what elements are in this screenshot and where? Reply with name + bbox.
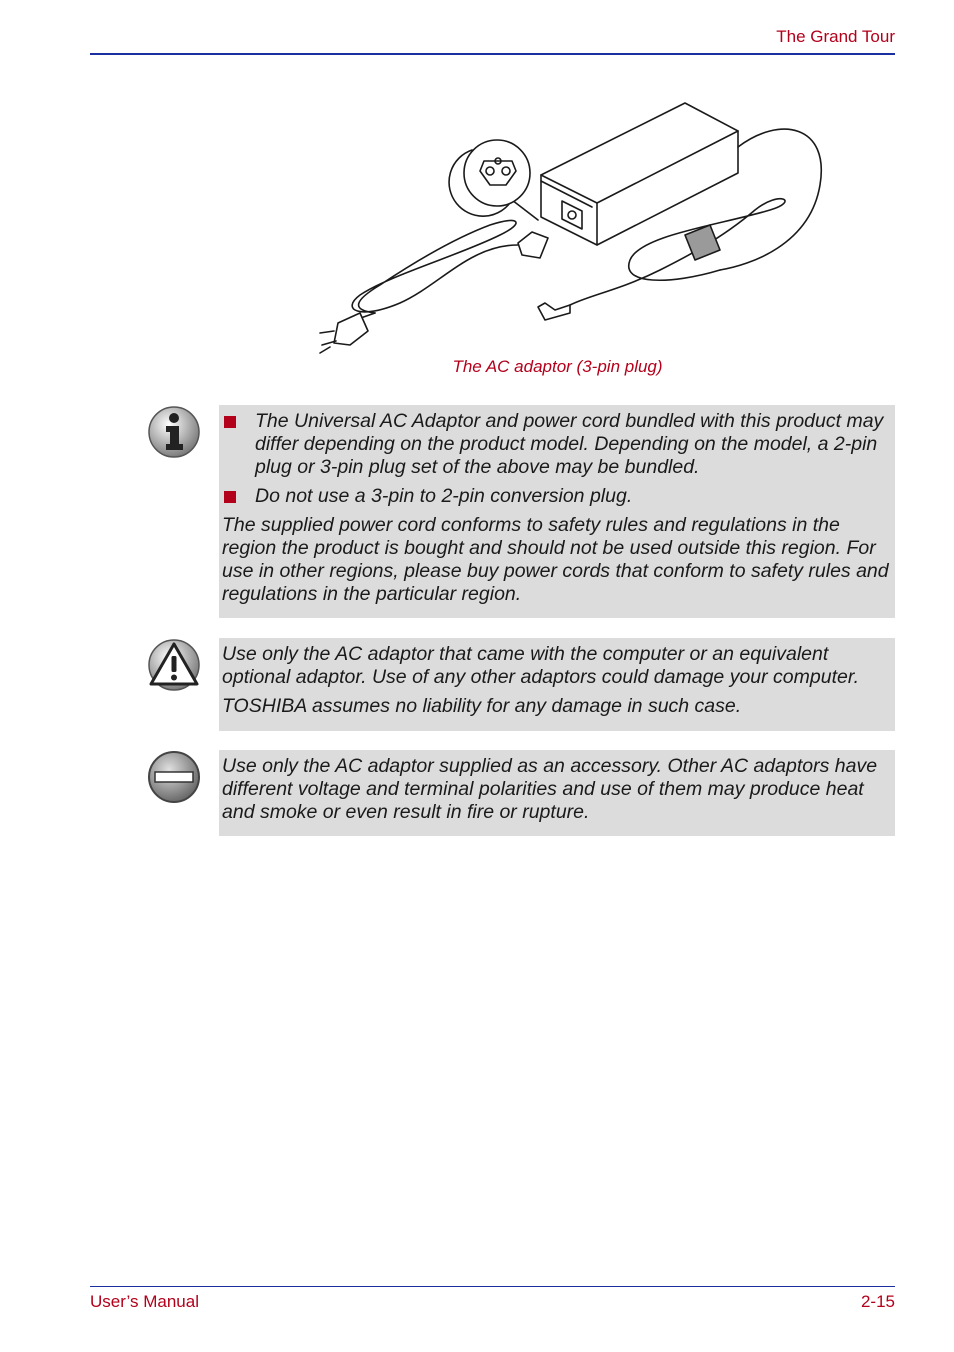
- prohibited-note: [219, 750, 895, 836]
- note-paragraph: Use only the AC adaptor supplied as an accessory. Other AC adaptors have different voltage and terminal polarities and use of them may produce heat and smoke or even result in fire or rupture.: [222, 755, 878, 823]
- note-bullet: [222, 410, 889, 479]
- bullet-square-icon: [224, 416, 236, 428]
- info-note: [219, 405, 895, 618]
- bullet-square-icon: [224, 491, 236, 503]
- note-bullet-text: Do not use a 3-pin to 2-pin conversion plug.: [255, 485, 633, 507]
- note-bullet-text: The Universal AC Adaptor and power cord bundled with this product may differ depending on the product model. Depending on the model, a 2-pin plug or 3-pin plug set of the above may be bundled.: [255, 410, 884, 478]
- caution-note: [219, 638, 895, 731]
- note-bullet: [222, 485, 889, 508]
- prohibited-icon: [147, 750, 201, 804]
- ac-cord: [320, 220, 548, 353]
- note-paragraph: The supplied power cord conforms to safety rules and regulations in the region the product is bought and should not be used outside this region. For use in other regions, please buy power cords that conform to safety rules and regulations in the particular region.: [222, 514, 889, 605]
- caution-icon: [147, 638, 201, 692]
- socket-detail: [449, 140, 538, 220]
- note-paragraph: TOSHIBA assumes no liability for any damage in such case.: [222, 695, 742, 717]
- adaptor-brick: [541, 103, 738, 245]
- footer-manual-title: User’s Manual: [90, 1292, 199, 1311]
- figure-caption: The AC adaptor (3-pin plug): [452, 357, 663, 376]
- info-icon: [147, 405, 201, 459]
- page-number: 2-15: [860, 1292, 895, 1311]
- note-paragraph: Use only the AC adaptor that came with the computer or an equivalent optional adaptor. Use of any other adaptors could damage your computer.: [222, 643, 860, 688]
- header-title: The Grand Tour: [776, 27, 895, 46]
- ac-adaptor-figure: [300, 95, 830, 360]
- footer-rule: [90, 1286, 895, 1287]
- header-rule: [90, 53, 895, 55]
